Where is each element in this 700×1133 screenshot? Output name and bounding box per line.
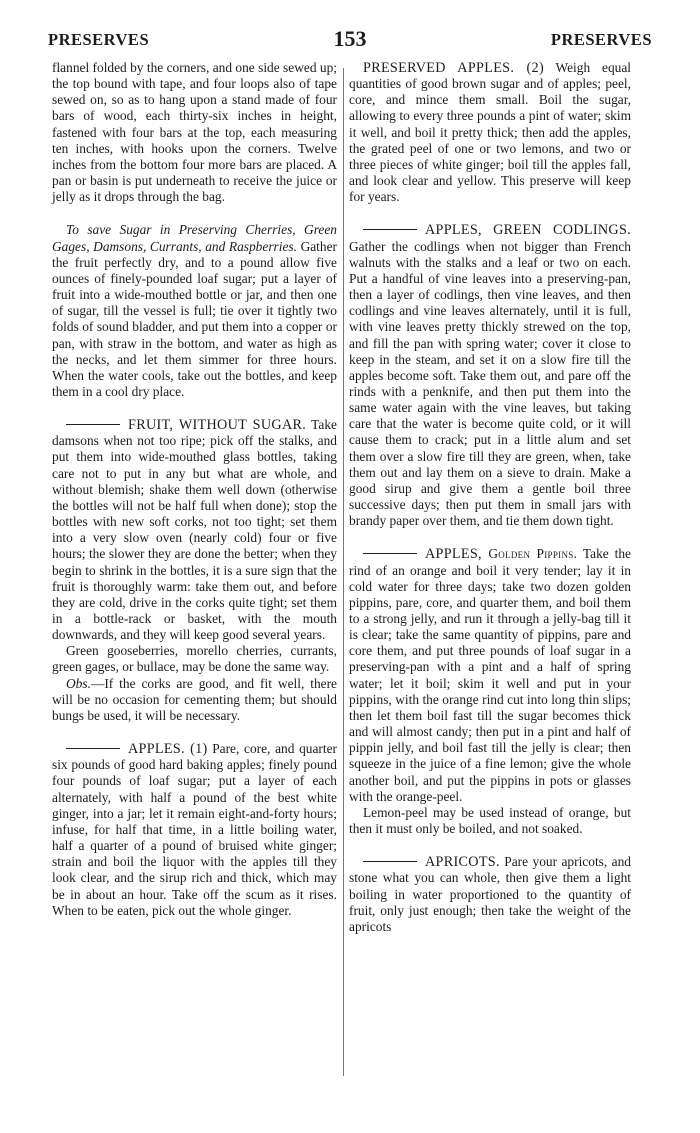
recipe-note: Lemon-peel may be used instead of orange, but then it must only be boiled, and not soaked. — [349, 804, 631, 837]
recipe-apricots: APRICOTS. Pare your apricots, and stone what you can whole, then give them a light boiling in water proportioned to the quantity of fruit, only just enough; then take the weight of the apricots — [349, 854, 631, 934]
recipe-fruit-without-sugar: FRUIT, WITHOUT SUGAR. Take damsons when not too ripe; pick off the stalks, and put them into wide-mouthed glass bottles, taking care not to put in any but what are whole, and without blemish; shake them well down (otherwise the bottles will not be half full when done); stop the bottles with new soft corks, not too tight; set them into a very slow oven (nearly cold) four or five hours; the slower they are done the better; when they begin to shrink in the bottles, it is a sure sign that the fruit is thoroughly warm: take them out, and before they are cold, drive in the corks quite tight; set them in a bottle-rack or basket, with the mouth downwards, and they will keep good several years. — [52, 417, 337, 643]
recipe-heading: APPLES. (1) — [128, 741, 208, 758]
ditto-dash — [66, 424, 120, 425]
recipe-save-sugar: To save Sugar in Preserving Cherries, Green Gages, Damsons, Currants, and Raspberries. Gather the fruit perfectly dry, and to a pound allow five ounces of finely-pounded loaf sugar; put a layer of fruit into a wide-mouthed bottle or jar, and then one of sugar, till the vessel is full; tie over it tightly two folds of sound bladder, and put them into a copper or pan, with straw in the bottom, and water as high as the necks, and let them simmer for three hours. When the water cools, take out the bottles, and keep them in a cool dry place. — [52, 222, 338, 399]
right-column — [349, 60, 631, 935]
ditto-dash — [363, 229, 417, 230]
header-left-title: PRESERVES — [48, 30, 150, 49]
ditto-dash — [363, 553, 417, 554]
recipe-golden-pippins: APPLES, Golden Pippins. Take the rind of an orange and boil it very tender; lay it in cold water for three days; take two dozen golden pippins, pare, core, and quarter them, and boil them to a strong jelly, and run it through a jelly-bag till it is clear; take the same quantity of pippins, pare and core them, and put three pounds of loaf sugar in a preserving-pan with a pint and a half of spring water; let it boil; skim it well and put in your pippins, with the orange rind cut into long thin slips; then let them boil fast till the sugar becomes thick and will almost candy; then put in a pint and half of pippin jelly, and boil fast till the jelly is clear; then squeeze in the juice of a fine lemon; give the whole another boil, and put the pippins in pots or glasses with the orange-peel. — [349, 546, 631, 804]
ditto-dash — [66, 748, 120, 749]
recipe-preserved-apples-2: PRESERVED APPLES. (2) Weigh equal quantities of good brown sugar and of apples; peel, core, and mince them small. Boil the sugar, allowing to every three pounds a pint of water; skim it well, and boil it pretty thick; then add the apples, the grated peel of one or two lemons, and two or three pieces of white ginger; boil till the apples fall, and look clear and yellow. This preserve will keep for years. — [349, 60, 631, 205]
recipe-title: To save Sugar in Preserving Cherries, Green Gages, Damsons, Currants, and Raspberries. — [52, 222, 337, 254]
left-column — [52, 60, 337, 919]
recipe-green-codlings: APPLES, GREEN CODLINGS. Gather the codlings when not bigger than French walnuts with the stalks and a leaf or two on each. Put a handful of vine leaves into a preserving-pan, then a layer of codlings, then vine leaves, and then codlings and vine leaves alternately, until it is full, with vine leaves pretty thickly strewed on the top, and fill the pan with spring water; cover it close to keep in the steam, and set it on a slow fire till the apples become soft. Take them out, and pare off the rinds with a penknife, and then put them into the same water again with the vine leaves, but taking care that the water is become quite cold, or it will cause them to crack; put in a little alum and set them over a slow fire till they are green, when, take them out and lay them on a sieve to drain. Make a good sirup and give them a gentle boil three successive days; then put them in small jars with brandy paper over them, and tie them down tight. — [349, 222, 631, 529]
recipe-note: Green gooseberries, morello cherries, currants, green gages, or bullace, may be done the same way. — [52, 643, 337, 675]
recipe-heading: APRICOTS. — [425, 854, 500, 871]
recipe-heading: APPLES, GREEN CODLINGS. — [425, 222, 631, 239]
recipe-apples-1: APPLES. (1) Pare, core, and quarter six pounds of good hard baking apples; finely pound four pounds of loaf sugar; put a layer of each alternately, with half a pound of the best white ginger, into a jar; let it remain eight-and-forty hours; infuse, for half that time, in a little boiling water, half a quarter of a pound of bruised white ginger; strain and boil the liquor with the apples till they look clear, and the sirup rich and thick, which may be in about an hour. Take off the scum as it rises. When to be eaten, pick out the whole ginger. — [52, 741, 337, 918]
recipe-heading: APPLES, — [425, 546, 489, 563]
column-divider — [343, 68, 344, 1076]
ditto-dash — [363, 861, 417, 862]
recipe-observation: Obs.—If the corks are good, and fit well, there will be no occasion for cementing them; but should bungs be used, it will be necessary. — [52, 675, 337, 723]
obs-label: Obs. — [66, 675, 91, 691]
recipe-heading: FRUIT, WITHOUT SUGAR. — [128, 417, 307, 434]
header-right-title: PRESERVES — [550, 30, 652, 49]
recipe-heading-smallcaps: Golden Pippins. — [488, 546, 578, 562]
recipe-heading: PRESERVED APPLES. (2) — [363, 60, 544, 76]
running-header — [48, 26, 652, 56]
paragraph-continued: flannel folded by the corners, and one side sewed up; the top bound with tape, and four loops also of tape sewed on, so as to hang upon a stand made of four bars of wood, each thirty-six inches in height, fastened with four bars at the top, each measuring ten inches, with hooks upon the corners. Twelve inches from the bottom four more bars are placed. A pan or basin is put underneath to receive the juice or jelly as it drops through the bag. — [52, 60, 337, 205]
page-number: 153 — [333, 26, 367, 51]
